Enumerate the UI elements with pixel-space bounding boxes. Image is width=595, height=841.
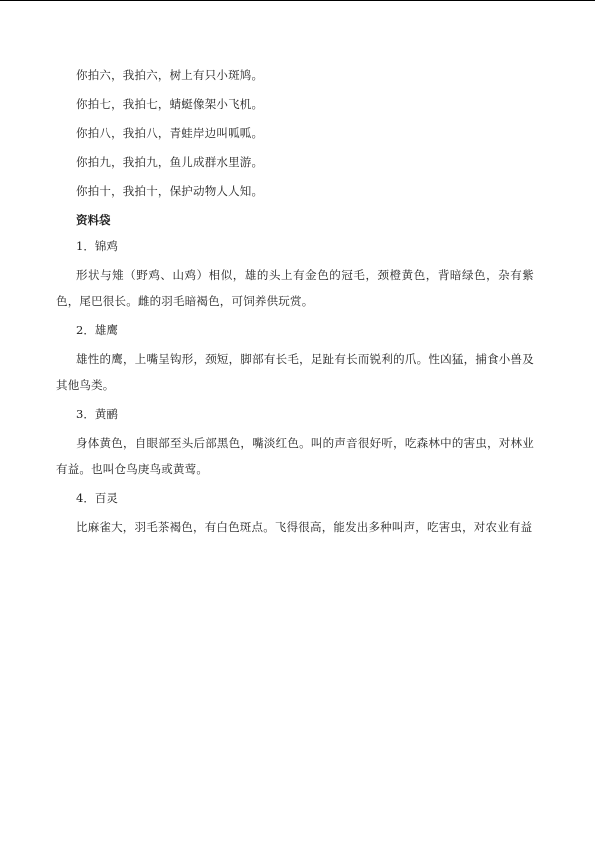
- rhyme-line: 你拍十，我拍十，保护动物人人知。: [76, 184, 264, 198]
- rhyme-line: 你拍七，我拍七，蜻蜓像架小飞机。: [76, 97, 264, 111]
- info-item-text: 形状与雉（野鸡、山鸡）相似，雄的头上有金色的冠毛，颈橙黄色，背暗绿色，杂有紫色，尾巴很长。雌的羽毛暗褐色，可饲养供玩赏。: [56, 268, 534, 308]
- info-item-title: 1．锦鸡: [76, 239, 118, 253]
- info-item-title: 2．雄鹰: [76, 323, 118, 337]
- info-item-title: 4．百灵: [76, 491, 118, 505]
- info-item-text: 雄性的鹰，上嘴呈钩形，颈短，脚部有长毛，足趾有长而锐利的爪。性凶猛，捕食小兽及其他鸟类。: [56, 352, 534, 392]
- document-body: [56, 62, 534, 543]
- info-heading: 资料袋: [76, 213, 111, 227]
- rhyme-line: 你拍九，我拍九，鱼儿成群水里游。: [76, 155, 264, 169]
- rhyme-line: 你拍六，我拍六，树上有只小斑鸠。: [76, 68, 264, 82]
- info-item-text: 比麻雀大，羽毛茶褐色，有白色斑点。飞得很高，能发出多种叫声，吃害虫，对农业有益: [76, 520, 533, 534]
- info-item-text: 身体黄色，自眼部至头后部黑色，嘴淡红色。叫的声音很好听，吃森林中的害虫，对林业有益。也叫仓鸟庚鸟或黄莺。: [56, 436, 534, 476]
- top-rule: [0, 0, 595, 1]
- rhyme-line: 你拍八，我拍八，青蛙岸边叫呱呱。: [76, 126, 264, 140]
- info-item-title: 3．黄鹂: [76, 407, 118, 421]
